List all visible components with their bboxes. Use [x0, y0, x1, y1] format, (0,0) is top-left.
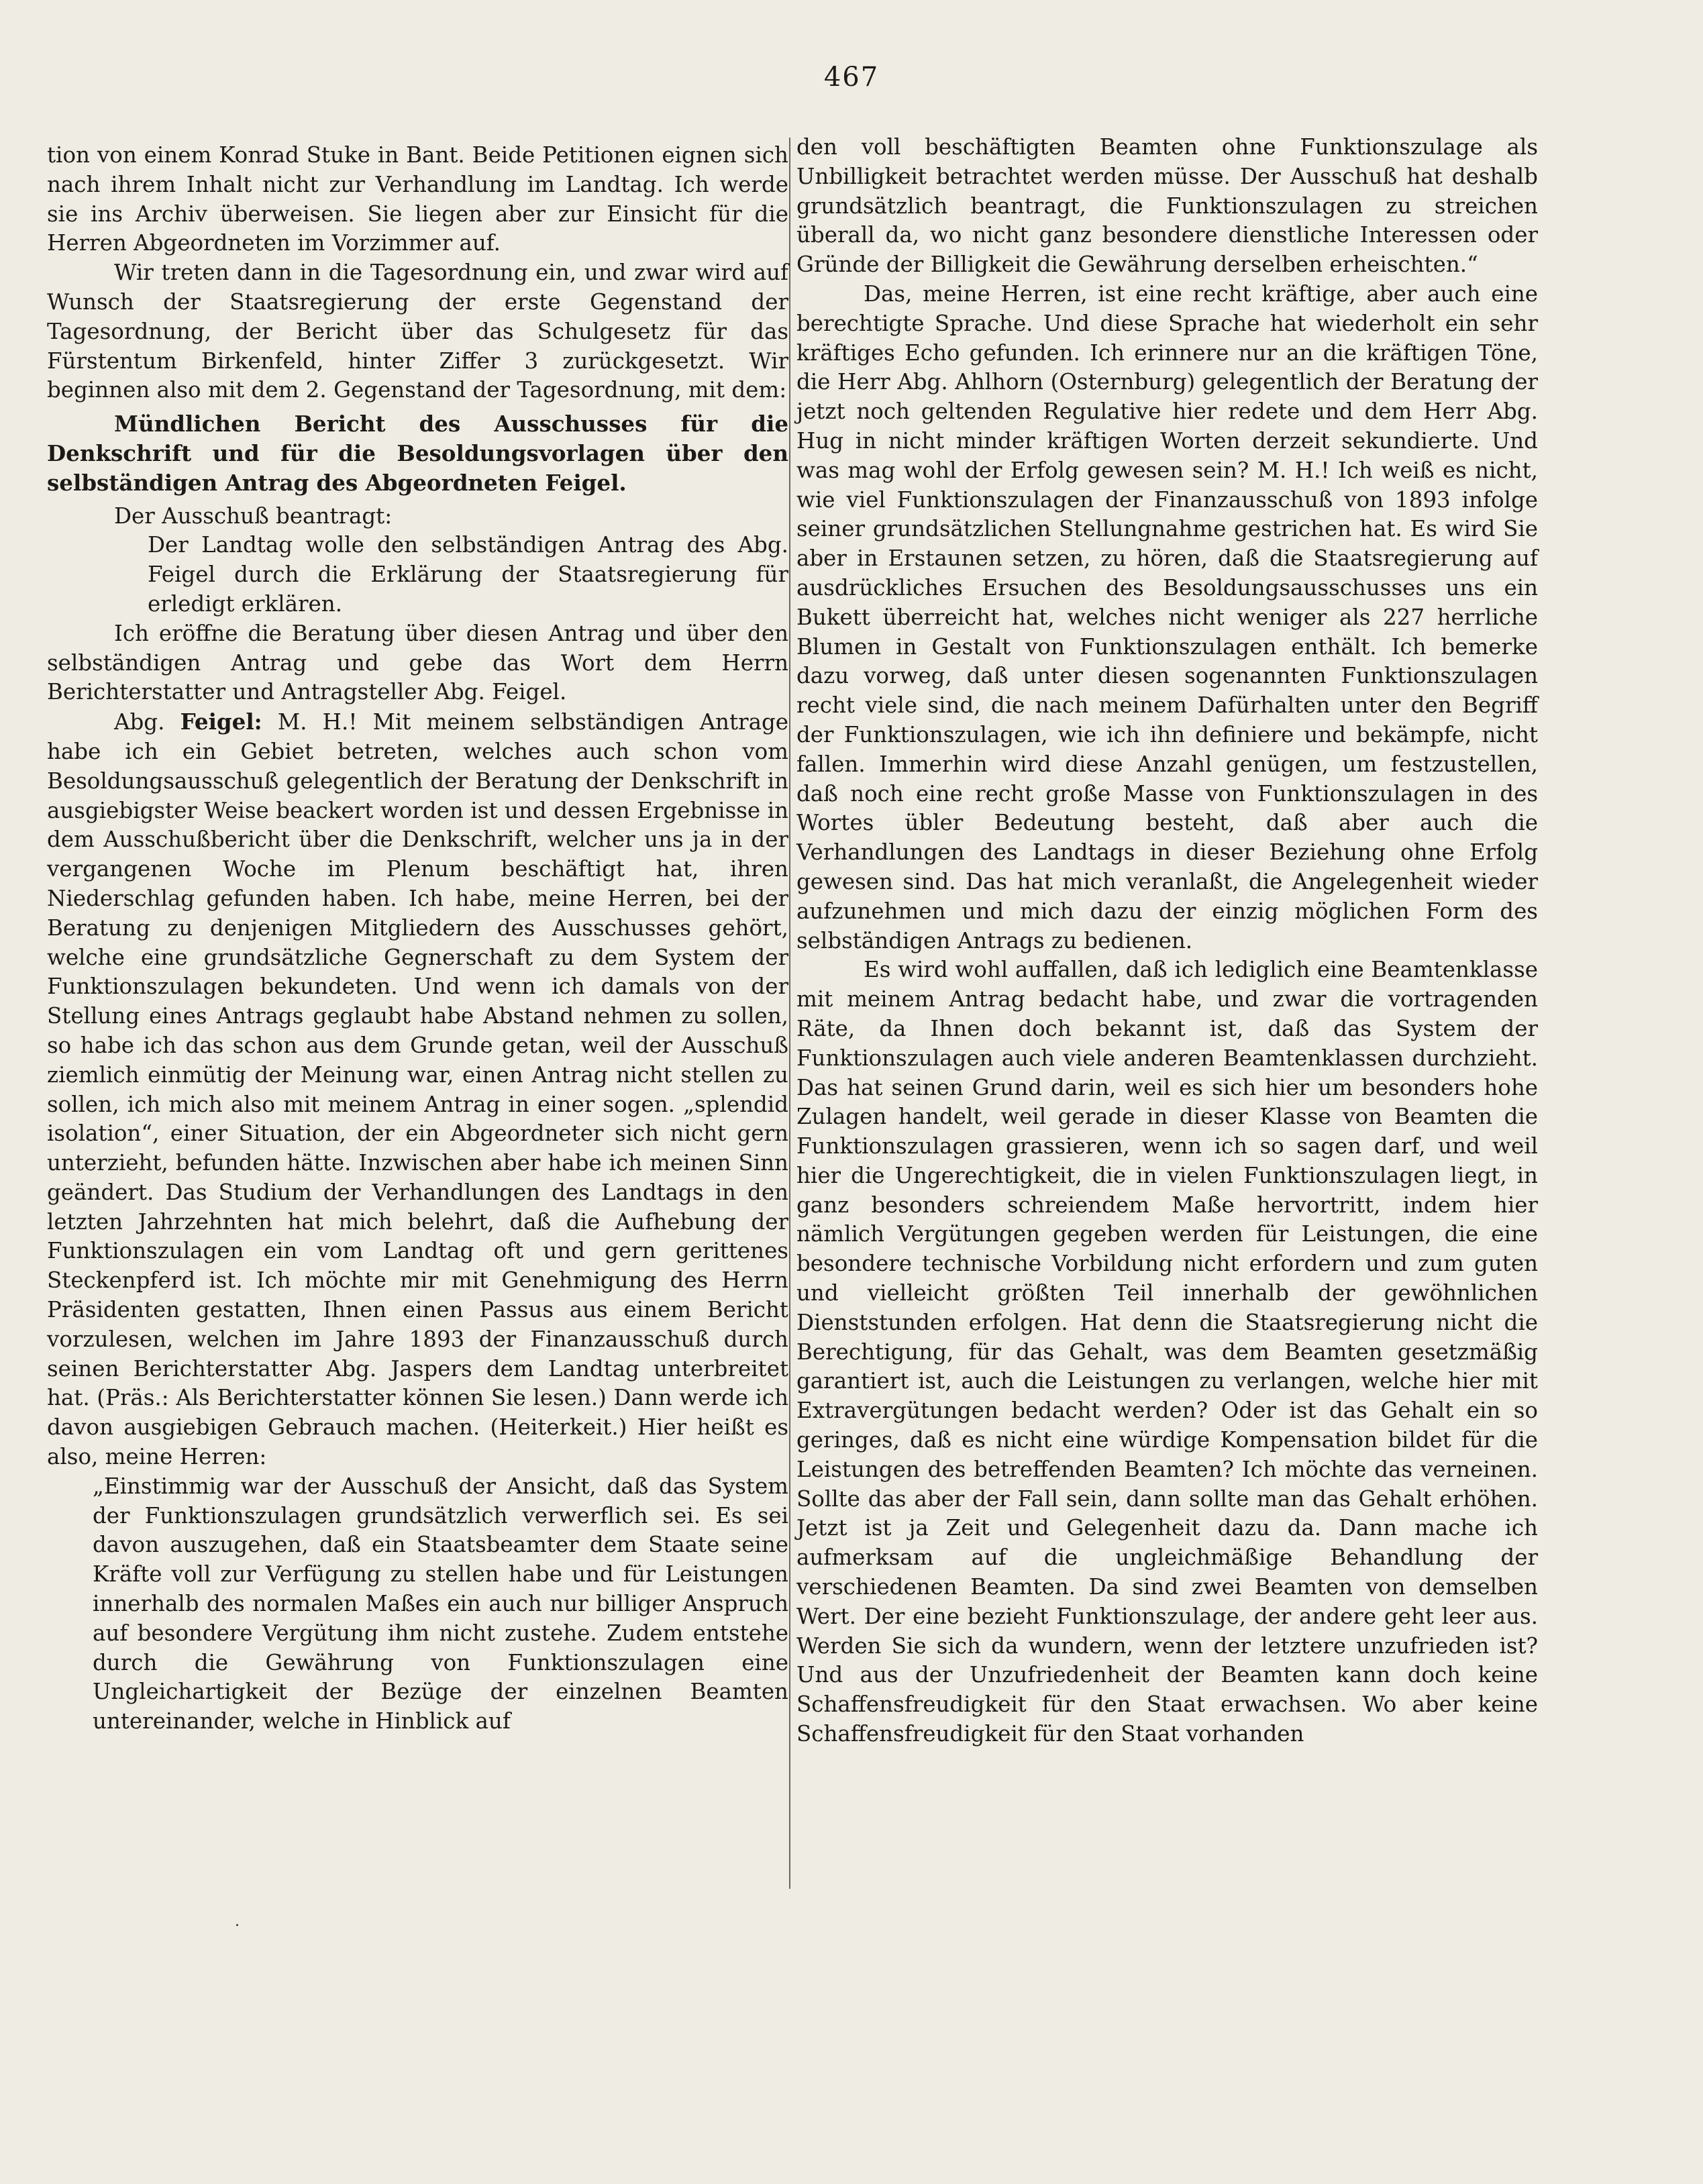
quoted-report-continued: den voll beschäftigten Beamten ohne Funktionszulage als Unbilligkeit betrachtet werden müsse. Der Ausschuß hat deshalb grundsätzlich beantragt, die Funktionszulagen zu streichen überall da, wo nicht ganz besondere dienstliche Interessen oder Gründe der Billigkeit die Gewährung derselben erheischten.“: [796, 134, 1538, 278]
paragraph-open-debate: Ich eröffne die Beratung über diesen Antrag und über den selbständigen Antrag und gebe das Wort dem Herrn Berichterstatter und Antragsteller Abg. Feigel.: [47, 620, 788, 705]
paragraph-petitions: tion von einem Konrad Stuke in Bant. Beide Petitionen eignen sich nach ihrem Inhalt nicht zur Verhandlung im Landtag. Ich werde sie ins Archiv überweisen. Sie liegen aber zur Einsicht für die Herren Abgeordneten im Vorzimmer auf.: [47, 142, 788, 256]
page-number: 467: [823, 62, 880, 93]
speech-paragraph: [47, 707, 788, 1472]
column-divider: [789, 138, 790, 1889]
speaker-prefix: Abg.: [114, 709, 165, 735]
right-column: [796, 133, 1538, 1749]
paragraph-agenda-order: Wir treten dann in die Tagesordnung ein, und zwar wird auf Wunsch der Staatsregierung der erste Gegenstand der Tagesordnung, der Bericht über das Schulgesetz für das Fürstentum Birkenfeld, hinter Ziffer 3 zurückgesetzt. Wir beginnen also mit dem 2. Gegenstand der Tagesordnung, mit dem:: [47, 260, 788, 403]
left-column: [47, 141, 788, 1736]
quoted-report: „Einstimmig war der Ausschuß der Ansicht, daß das System der Funktionszulagen grundsätzlich verwerflich sei. Es sei davon auszugehen, daß ein Staatsbeamter dem Staate seine Kräfte voll zur Verfügung zu stellen habe und für Leistungen innerhalb des normalen Maßes ein auch nur billiger Anspruch auf besondere Vergütung ihm nicht zustehe. Zudem entstehe durch die Gewährung von Funktionszulagen eine Ungleichartigkeit der Bezüge der einzelnen Beamten untereinander, welche in Hinblick auf: [93, 1473, 788, 1734]
committee-motion: Der Landtag wolle den selbständigen Antrag des Abg. Feigel durch die Erklärung der Staatsregierung für erledigt erklären.: [148, 532, 788, 617]
agenda-item-heading: Mündlichen Bericht des Ausschusses für die Denkschrift und für die Besoldungsvorlagen über den selbständigen Antrag des Abgeordneten Feigel.: [47, 411, 788, 496]
ink-speck: ·: [235, 1918, 240, 1934]
speaker-name: Feigel:: [180, 709, 262, 735]
committee-intro: Der Ausschuß beantragt:: [114, 503, 393, 529]
paragraph-echo: Das, meine Herren, ist eine recht kräftige, aber auch eine berechtigte Sprache. Und diese Sprache hat wiederholt ein sehr kräftiges Echo gefunden. Ich erinnere nur an die kräftigen Töne, die Herr Abg. Ahlhorn (Osternburg) gelegentlich der Beratung der jetzt noch geltenden Regulative hier redete und dem Herr Abg. Hug in nicht minder kräftigen Worten derzeit sekundierte. Und was mag wohl der Erfolg gewesen sein? M. H.! Ich weiß es nicht, wie viel Funktionszulagen der Finanzausschuß von 1893 infolge seiner grundsätzlichen Stellungnahme gestrichen hat. Es wird Sie aber in Erstaunen setzen, zu hören, daß die Staatsregierung auf ausdrückliches Ersuchen des Besoldungsausschusses uns ein Bukett überreicht hat, welches nicht weniger als 227 herrliche Blumen in Gestalt von Funktionszulagen enthält. Ich bemerke dazu vorweg, daß unter diesen sogenannten Funktionszulagen recht viele sind, die nach meinem Dafürhalten unter den Begriff der Funktionszulagen, wie ich ihn definiere und bekämpfe, nicht fallen. Immerhin wird diese Anzahl genügen, um festzustellen, daß noch eine recht große Masse von Funktionszulagen in des Wortes übler Bedeutung besteht, daß aber auch die Verhandlungen des Landtags in dieser Beziehung ohne Erfolg gewesen sind. Das hat mich veranlaßt, die Angelegenheit wieder aufzunehmen und mich dazu der einzig möglichen Form des selbständigen Antrags zu bedienen.: [796, 280, 1538, 953]
speech-text: M. H.! Mit meinem selbständigen Antrage habe ich ein Gebiet betreten, welches auch schon vom Besoldungsausschuß gelegentlich der Beratung der Denkschrift in ausgiebigster Weise beackert worden ist und dessen Ergebnisse in dem Ausschußbericht über die Denkschrift, welcher uns ja in der vergangenen Woche im Plenum beschäftigt hat, ihren Niederschlag gefunden haben. Ich habe, meine Herren, bei der Beratung zu denjenigen Mitgliedern des Ausschusses gehört, welche eine grundsätzliche Gegnerschaft zu dem System der Funktionszulagen bekundeten. Und wenn ich damals von der Stellung eines Antrags geglaubt habe Abstand nehmen zu sollen, so habe ich das schon aus dem Grunde getan, weil der Ausschuß ziemlich einmütig der Meinung war, einen Antrag nicht stellen zu sollen, ich mich also mit meinem Antrag in einer sogen. „splendid isolation“, einer Situation, der ein Abgeordneter sich nicht gern unterzieht, befunden hätte. Inzwischen aber habe ich meinen Sinn geändert. Das Studium der Verhandlungen des Landtags in den letzten Jahrzehnten hat mich belehrt, daß die Aufhebung der Funktionszulagen ein vom Landtag oft und gern gerittenes Steckenpferd ist. Ich möchte mir mit Genehmigung des Herrn Präsidenten gestatten, Ihnen einen Passus aus einem Bericht vorzulesen, welchen im Jahre 1893 der Finanzausschuß durch seinen Berichterstatter Abg. Jaspers dem Landtag unterbreitet hat. (Präs.: Als Berichterstatter können Sie lesen.) Dann werde ich davon ausgiebigen Gebrauch machen. (Heiterkeit.) Hier heißt es also, meine Herren:: [47, 709, 788, 1470]
paragraph-officials: Es wird wohl auffallen, daß ich lediglich eine Beamtenklasse mit meinem Antrag bedacht habe, und zwar die vortragenden Räte, da Ihnen doch bekannt ist, daß das System der Funktionszulagen auch viele anderen Beamtenklassen durchzieht. Das hat seinen Grund darin, weil es sich hier um besonders hohe Zulagen handelt, weil gerade in dieser Klasse von Beamten die Funktionszulagen grassieren, wenn ich so sagen darf, und weil hier die Ungerechtigkeit, die in vielen Funktionszulagen liegt, in ganz besonders schreiendem Maße hervortritt, indem hier nämlich Vergütungen gegeben werden für Leistungen, die eine besondere technische Vorbildung nicht erfordern und zum guten und vielleicht größten Teil innerhalb der gewöhnlichen Dienststunden erfolgen. Hat denn die Staatsregierung nicht die Berechtigung, für das Gehalt, was dem Beamten gesetzmäßig garantiert ist, auch die Leistungen zu verlangen, welche hier mit Extravergütungen bedacht werden? Oder ist das Gehalt ein so geringes, daß es nicht eine würdige Kompensation bildet für die Leistungen des betreffenden Beamten? Ich möchte das verneinen. Sollte das aber der Fall sein, dann sollte man das Gehalt erhöhen. Jetzt ist ja Zeit und Gelegenheit dazu da. Dann mache ich aufmerksam auf die ungleichmäßige Behandlung der verschiedenen Beamten. Da sind zwei Beamten von demselben Wert. Der eine bezieht Funktionszulage, der andere geht leer aus. Werden Sie sich da wundern, wenn der letztere unzufrieden ist? Und aus der Unzufriedenheit der Beamten kann doch keine Schaffensfreudigkeit für den Staat erwachsen. Wo aber keine Schaffensfreudigkeit für den Staat vorhanden: [796, 957, 1538, 1747]
